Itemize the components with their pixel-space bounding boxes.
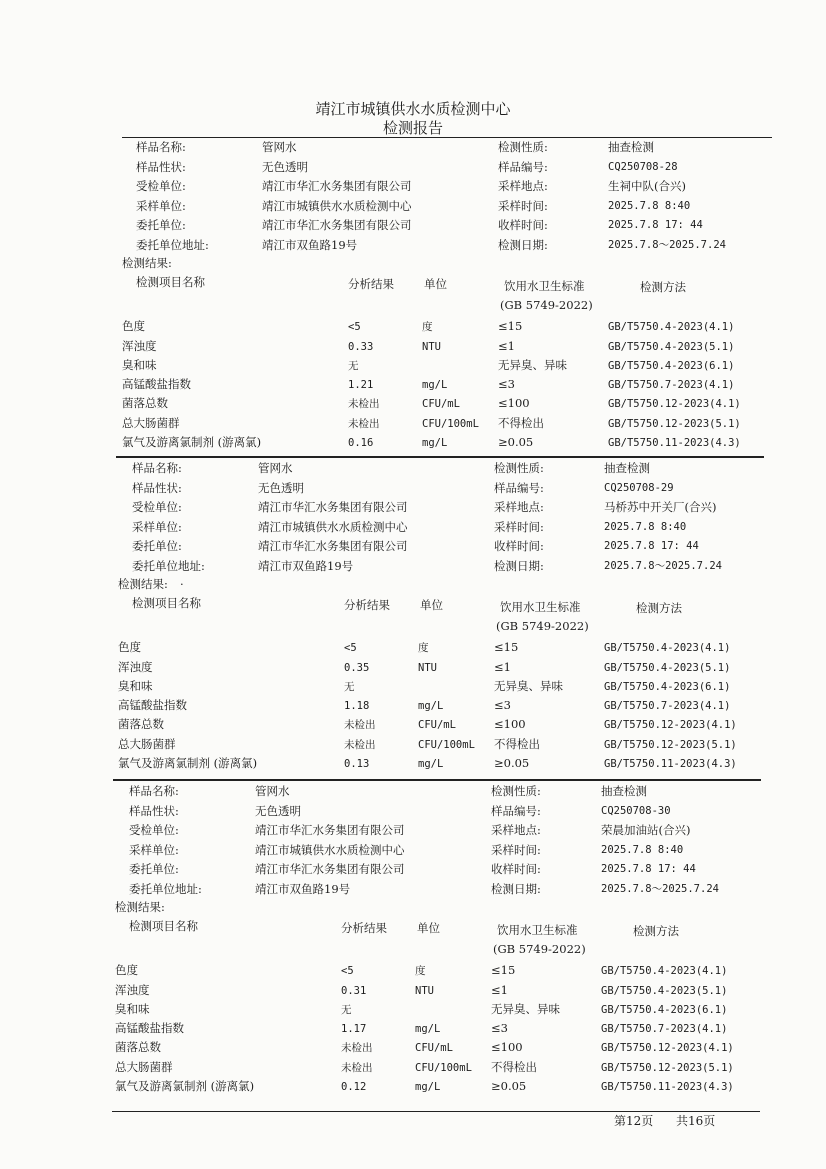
method-value: GB/T5750.11-2023(4.3): [604, 758, 737, 770]
result-value: 0.31: [341, 985, 367, 997]
col-item-header: 检测项目名称: [129, 919, 198, 933]
value-state: 无色透明: [258, 480, 304, 495]
result-value: 0.16: [348, 437, 374, 449]
result-value: 未检出: [344, 719, 376, 731]
sample-divider: [113, 779, 761, 781]
method-value: GB/T5750.11-2023(4.3): [608, 437, 741, 449]
col-std-header: 饮用水卫生标准: [497, 923, 578, 937]
method-value: GB/T5750.4-2023(6.1): [608, 360, 735, 372]
label-date: 检测日期:: [491, 882, 541, 896]
label-time: 采样时间:: [494, 519, 544, 534]
col-std-header: 饮用水卫生标准: [500, 600, 581, 614]
value-nature: 抽查检测: [608, 140, 654, 154]
value-date: 2025.7.8～2025.7.24: [604, 560, 722, 572]
item-name: 氯气及游离氯制剂 (游离氯): [118, 756, 258, 770]
col-std-sub-header: (GB 5749-2022): [496, 619, 589, 633]
value-client_addr: 靖江市双鱼路19号: [262, 238, 358, 252]
label-sampler: 采样单位:: [129, 842, 179, 857]
value-recv: 2025.7.8 17: 44: [601, 863, 696, 876]
unit-value: NTU: [415, 985, 434, 997]
results-label: 检测结果:: [115, 900, 165, 914]
label-code: 样品编号:: [498, 159, 548, 174]
method-value: GB/T5750.11-2023(4.3): [601, 1081, 734, 1093]
unit-value: NTU: [418, 662, 437, 674]
result-value: <5: [341, 965, 354, 977]
result-value: 1.18: [344, 700, 370, 712]
label-code: 样品编号:: [491, 803, 541, 818]
result-value: <5: [344, 642, 357, 654]
value-client: 靖江市华汇水务集团有限公司: [262, 218, 412, 233]
method-value: GB/T5750.12-2023(5.1): [608, 418, 741, 430]
item-name: 色度: [118, 640, 141, 654]
value-code: CQ250708-30: [601, 804, 671, 817]
result-value: 无: [344, 681, 355, 693]
value-inspected: 靖江市华汇水务集团有限公司: [262, 179, 412, 194]
value-client: 靖江市华汇水务集团有限公司: [255, 862, 405, 877]
item-name: 臭和味: [118, 679, 153, 693]
value-sampler: 靖江市城镇供水水质检测中心: [262, 198, 412, 213]
method-value: GB/T5750.4-2023(5.1): [601, 985, 728, 997]
result-value: <5: [348, 321, 361, 333]
value-name: 管网水: [258, 461, 293, 475]
label-inspected: 受检单位:: [132, 500, 182, 515]
method-value: GB/T5750.4-2023(6.1): [601, 1004, 728, 1016]
item-name: 浑浊度: [118, 660, 153, 674]
label-inspected: 受检单位:: [129, 823, 179, 838]
col-item-header: 检测项目名称: [132, 596, 201, 610]
method-value: GB/T5750.4-2023(6.1): [604, 681, 731, 693]
standard-value: ≤15: [491, 963, 516, 977]
item-name: 总大肠菌群: [118, 737, 176, 751]
value-time: 2025.7.8 8:40: [604, 520, 687, 533]
method-value: GB/T5750.4-2023(5.1): [608, 341, 735, 353]
standard-value: ≤1: [498, 339, 515, 353]
value-recv: 2025.7.8 17: 44: [604, 540, 699, 553]
label-recv: 收样时间:: [491, 862, 541, 877]
label-sampler: 采样单位:: [132, 519, 182, 534]
label-client: 委托单位:: [132, 539, 182, 554]
value-state: 无色透明: [255, 803, 301, 818]
method-value: GB/T5750.7-2023(4.1): [601, 1023, 728, 1035]
label-client: 委托单位:: [136, 218, 186, 233]
standard-value: ≤3: [494, 698, 511, 712]
label-client_addr: 委托单位地址:: [132, 559, 205, 573]
label-nature: 检测性质:: [498, 140, 548, 154]
label-date: 检测日期:: [494, 559, 544, 573]
item-name: 氯气及游离氯制剂 (游离氯): [122, 435, 262, 449]
unit-value: CFU/mL: [415, 1042, 453, 1054]
col-item-header: 检测项目名称: [136, 275, 205, 289]
result-value: 0.12: [341, 1081, 367, 1093]
results-label: 检测结果:: [118, 577, 168, 591]
item-name: 浑浊度: [122, 339, 157, 353]
value-state: 无色透明: [262, 159, 308, 174]
label-name: 样品名称:: [132, 461, 182, 475]
results-mark: ·: [180, 577, 184, 591]
col-method-header: 检测方法: [636, 601, 682, 615]
method-value: GB/T5750.4-2023(4.1): [608, 321, 735, 333]
label-place: 采样地点:: [498, 179, 548, 194]
value-nature: 抽查检测: [604, 461, 650, 475]
method-value: GB/T5750.7-2023(4.1): [608, 379, 735, 391]
label-nature: 检测性质:: [491, 784, 541, 798]
label-nature: 检测性质:: [494, 461, 544, 475]
result-value: 未检出: [348, 418, 380, 430]
item-name: 臭和味: [115, 1002, 150, 1016]
unit-value: mg/L: [418, 700, 444, 712]
value-name: 管网水: [262, 140, 297, 154]
col-std-sub-header: (GB 5749-2022): [500, 298, 593, 312]
standard-value: ≥0.05: [498, 435, 534, 449]
result-value: 未检出: [348, 398, 380, 410]
footer-page-total: 共16页: [676, 1114, 716, 1128]
standard-value: 无异臭、异味: [494, 679, 563, 693]
value-time: 2025.7.8 8:40: [601, 843, 684, 856]
method-value: GB/T5750.4-2023(4.1): [604, 642, 731, 654]
item-name: 色度: [115, 963, 138, 977]
method-value: GB/T5750.12-2023(4.1): [604, 719, 737, 731]
sample-divider: [116, 456, 764, 458]
result-value: 1.17: [341, 1023, 367, 1035]
label-time: 采样时间:: [491, 842, 541, 857]
standard-value: 不得检出: [494, 737, 540, 751]
method-value: GB/T5750.12-2023(4.1): [608, 398, 741, 410]
label-code: 样品编号:: [494, 480, 544, 495]
col-unit-header: 单位: [420, 598, 443, 612]
method-value: GB/T5750.7-2023(4.1): [604, 700, 731, 712]
value-nature: 抽查检测: [601, 784, 647, 798]
report-title: 检测报告: [382, 119, 443, 137]
col-result-header: 分析结果: [341, 921, 387, 935]
col-unit-header: 单位: [417, 921, 440, 935]
label-time: 采样时间:: [498, 198, 548, 213]
value-client_addr: 靖江市双鱼路19号: [255, 882, 351, 896]
label-state: 样品性状:: [129, 803, 179, 818]
label-client_addr: 委托单位地址:: [129, 882, 202, 896]
unit-value: CFU/100mL: [415, 1062, 472, 1074]
standard-value: ≤100: [491, 1040, 523, 1054]
method-value: GB/T5750.4-2023(4.1): [601, 965, 728, 977]
unit-value: mg/L: [422, 437, 448, 449]
standard-value: 不得检出: [491, 1060, 537, 1074]
label-date: 检测日期:: [498, 238, 548, 252]
col-std-header: 饮用水卫生标准: [504, 279, 585, 293]
value-inspected: 靖江市华汇水务集团有限公司: [258, 500, 408, 515]
result-value: 0.13: [344, 758, 370, 770]
result-value: 无: [341, 1004, 352, 1016]
results-label: 检测结果:: [122, 256, 172, 270]
item-name: 臭和味: [122, 358, 157, 372]
standard-value: ≤1: [494, 660, 511, 674]
value-client_addr: 靖江市双鱼路19号: [258, 559, 354, 573]
method-value: GB/T5750.4-2023(5.1): [604, 662, 731, 674]
item-name: 高锰酸盐指数: [118, 698, 187, 712]
value-place: 生祠中队(合兴): [608, 179, 686, 194]
item-name: 高锰酸盐指数: [122, 377, 191, 391]
item-name: 总大肠菌群: [122, 416, 180, 430]
item-name: 浑浊度: [115, 983, 150, 997]
standard-value: 无异臭、异味: [491, 1002, 560, 1016]
report-org-title: 靖江市城镇供水水质检测中心: [315, 100, 511, 118]
unit-value: mg/L: [418, 758, 444, 770]
value-code: CQ250708-28: [608, 160, 678, 173]
unit-value: CFU/mL: [418, 719, 456, 731]
unit-value: CFU/100mL: [422, 418, 479, 430]
value-place: 马桥苏中开关厂(合兴): [604, 500, 717, 515]
value-date: 2025.7.8～2025.7.24: [601, 883, 719, 895]
standard-value: ≤15: [494, 640, 519, 654]
footer-divider: [112, 1111, 760, 1112]
item-name: 菌落总数: [115, 1040, 161, 1054]
label-state: 样品性状:: [136, 159, 186, 174]
col-method-header: 检测方法: [633, 924, 679, 938]
result-value: 未检出: [344, 739, 376, 751]
item-name: 高锰酸盐指数: [115, 1021, 184, 1035]
col-method-header: 检测方法: [640, 280, 686, 294]
label-place: 采样地点:: [494, 500, 544, 515]
unit-value: 度: [415, 965, 426, 977]
value-sampler: 靖江市城镇供水水质检测中心: [258, 519, 408, 534]
col-unit-header: 单位: [424, 277, 447, 291]
result-value: 0.35: [344, 662, 370, 674]
label-name: 样品名称:: [129, 784, 179, 798]
standard-value: ≤1: [491, 983, 508, 997]
label-inspected: 受检单位:: [136, 179, 186, 194]
value-date: 2025.7.8～2025.7.24: [608, 239, 726, 251]
label-sampler: 采样单位:: [136, 198, 186, 213]
standard-value: ≤15: [498, 319, 523, 333]
standard-value: ≥0.05: [494, 756, 530, 770]
col-result-header: 分析结果: [348, 277, 394, 291]
method-value: GB/T5750.12-2023(4.1): [601, 1042, 734, 1054]
standard-value: ≤100: [498, 396, 530, 410]
item-name: 总大肠菌群: [115, 1060, 173, 1074]
result-value: 未检出: [341, 1062, 373, 1074]
label-place: 采样地点:: [491, 823, 541, 838]
value-place: 荣晨加油站(合兴): [601, 823, 691, 838]
value-code: CQ250708-29: [604, 481, 674, 494]
standard-value: 不得检出: [498, 416, 544, 430]
footer-page-number: 第12页: [614, 1114, 654, 1128]
unit-value: mg/L: [415, 1023, 441, 1035]
method-value: GB/T5750.12-2023(5.1): [604, 739, 737, 751]
value-recv: 2025.7.8 17: 44: [608, 219, 703, 232]
unit-value: 度: [422, 321, 433, 333]
value-inspected: 靖江市华汇水务集团有限公司: [255, 823, 405, 838]
standard-value: ≤3: [498, 377, 515, 391]
unit-value: NTU: [422, 341, 441, 353]
col-result-header: 分析结果: [344, 598, 390, 612]
label-recv: 收样时间:: [498, 218, 548, 233]
value-time: 2025.7.8 8:40: [608, 199, 691, 212]
value-sampler: 靖江市城镇供水水质检测中心: [255, 842, 405, 857]
value-name: 管网水: [255, 784, 290, 798]
item-name: 氯气及游离氯制剂 (游离氯): [115, 1079, 255, 1093]
value-client: 靖江市华汇水务集团有限公司: [258, 539, 408, 554]
method-value: GB/T5750.12-2023(5.1): [601, 1062, 734, 1074]
standard-value: ≤3: [491, 1021, 508, 1035]
label-recv: 收样时间:: [494, 539, 544, 554]
unit-value: mg/L: [422, 379, 448, 391]
label-client: 委托单位:: [129, 862, 179, 877]
item-name: 菌落总数: [118, 717, 164, 731]
standard-value: ≥0.05: [491, 1079, 527, 1093]
unit-value: mg/L: [415, 1081, 441, 1093]
result-value: 0.33: [348, 341, 374, 353]
unit-value: CFU/mL: [422, 398, 460, 410]
item-name: 菌落总数: [122, 396, 168, 410]
label-name: 样品名称:: [136, 140, 186, 154]
label-state: 样品性状:: [132, 480, 182, 495]
header-divider: [122, 137, 772, 138]
standard-value: ≤100: [494, 717, 526, 731]
unit-value: CFU/100mL: [418, 739, 475, 751]
label-client_addr: 委托单位地址:: [136, 238, 209, 252]
result-value: 未检出: [341, 1042, 373, 1054]
result-value: 无: [348, 360, 359, 372]
result-value: 1.21: [348, 379, 374, 391]
standard-value: 无异臭、异味: [498, 358, 567, 372]
item-name: 色度: [122, 319, 145, 333]
unit-value: 度: [418, 642, 429, 654]
col-std-sub-header: (GB 5749-2022): [493, 942, 586, 956]
